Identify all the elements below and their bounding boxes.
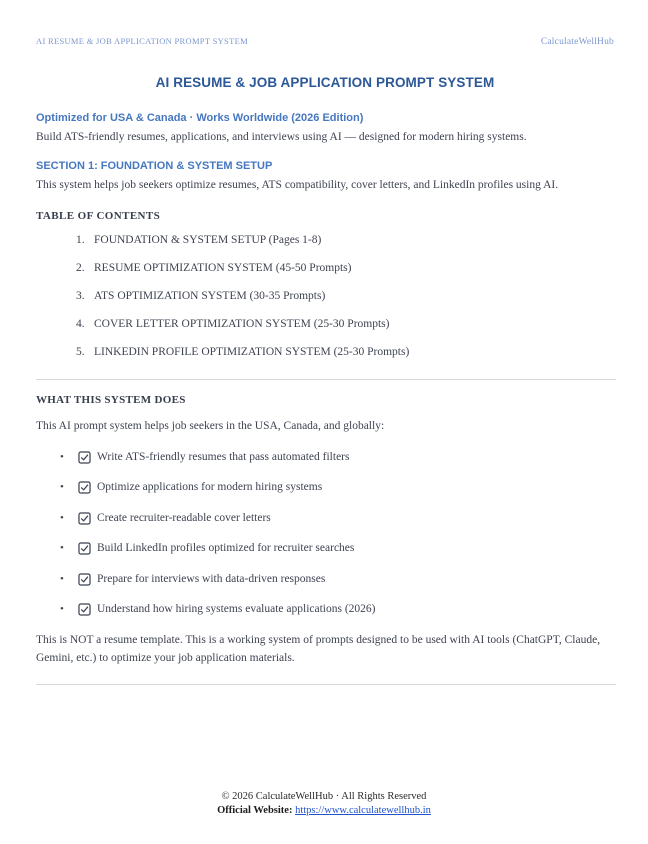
page-footer [0, 790, 648, 818]
toc-item: FOUNDATION & SYSTEM SETUP (Pages 1-8) [94, 233, 322, 246]
list-item [60, 449, 614, 466]
header-brand: CalculateWellHub [540, 37, 614, 47]
capabilities-list [60, 449, 614, 619]
toc-heading: TABLE OF CONTENTS [36, 209, 161, 222]
section-1-body: This system helps job seekers optimize resumes, ATS compatibility, cover letters, and LinkedIn profiles using AI. [36, 178, 559, 191]
list-item-label: Write ATS-friendly resumes that pass automated filters [97, 450, 350, 463]
checkbox-checked-icon [78, 573, 91, 586]
toc-item: RESUME OPTIMIZATION SYSTEM (45-50 Prompts) [94, 261, 352, 274]
checkbox-checked-icon [78, 542, 91, 555]
checkbox-checked-icon [78, 603, 91, 616]
bullet-dot [60, 571, 78, 588]
bullet-dot [60, 601, 78, 618]
not-a-template-note: This is NOT a resume template. This is a working system of prompts designed to be used with AI tools (ChatGPT, Claude, Gemini, etc.) to optimize your job application materials. [36, 634, 601, 665]
page-title: AI RESUME & JOB APPLICATION PROMPT SYSTEM [155, 75, 495, 90]
list-item [60, 571, 614, 588]
toc-item: COVER LETTER OPTIMIZATION SYSTEM (25-30 Prompts) [94, 317, 390, 330]
what-lead: This AI prompt system helps job seekers in the USA, Canada, and globally: [36, 419, 385, 432]
running-header [36, 36, 614, 47]
list-item-label: Build LinkedIn profiles optimized for recruiter searches [97, 542, 355, 555]
list-item [60, 540, 614, 557]
what-heading: WHAT THIS SYSTEM DOES [36, 393, 186, 406]
section-1-heading: SECTION 1: FOUNDATION & SYSTEM SETUP [36, 159, 273, 172]
section-divider [36, 684, 616, 685]
header-document-title: AI RESUME & JOB APPLICATION PROMPT SYSTEM [36, 36, 248, 46]
bullet-dot [60, 540, 78, 557]
bullet-dot [60, 449, 78, 466]
list-item-label: Understand how hiring systems evaluate applications (2026) [97, 603, 376, 616]
list-item-label: Optimize applications for modern hiring systems [97, 481, 323, 494]
bullet-dot [60, 479, 78, 496]
list-item [60, 601, 614, 618]
website-label: Official Website: [217, 804, 293, 816]
checkbox-checked-icon [78, 451, 91, 464]
copyright-line: © 2026 CalculateWellHub · All Rights Reserved [221, 790, 427, 802]
list-item [60, 510, 614, 527]
list-item-label: Prepare for interviews with data-driven responses [97, 572, 326, 585]
list-item [60, 479, 614, 496]
website-line [0, 804, 648, 818]
intro-paragraph: Build ATS-friendly resumes, applications, and interviews using AI — designed for modern hiring systems. [36, 131, 527, 143]
section-divider [36, 379, 616, 380]
checkbox-checked-icon [78, 481, 91, 494]
bullet-dot [60, 510, 78, 527]
toc-item: ATS OPTIMIZATION SYSTEM (30-35 Prompts) [94, 289, 326, 302]
checkbox-checked-icon [78, 512, 91, 525]
subtitle-heading: Optimized for USA & Canada · Works Worldwide (2026 Edition) [36, 112, 364, 124]
toc-item: LINKEDIN PROFILE OPTIMIZATION SYSTEM (25-30 Prompts) [94, 345, 410, 358]
list-item-label: Create recruiter-readable cover letters [97, 511, 271, 524]
website-link[interactable]: https://www.calculatewellhub.in [295, 804, 431, 816]
toc-list [76, 232, 614, 361]
